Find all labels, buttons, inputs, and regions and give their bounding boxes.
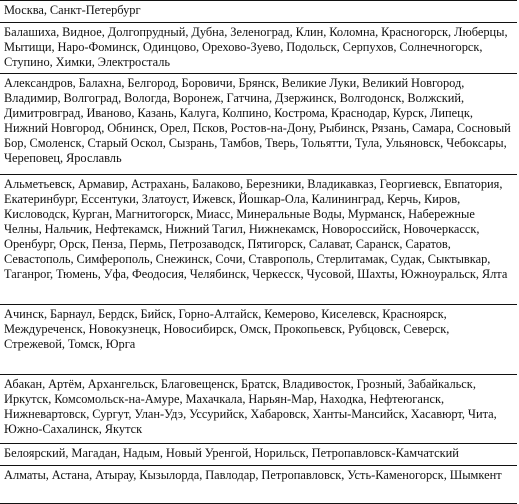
table-row	[0, 443, 517, 465]
row-cities-text: Александров, Балахна, Белгород, Боровичи, Брянск, Великие Луки, Великий Новгород, Владимир, Волгоград, Вологда, Воронеж, Гатчина, Дзержинск, Волгодонск, Волжский, Димитровград, Иваново, Казань, Калуга, Колпино, Кострома, Краснодар, Курск, Липецк, Нижний Новгород, Обнинск, Орел, Псков, Ростов-на-Дону, Рыбинск, Рязань, Самара, Сосновый Бор, Смоленск, Старый Оскол, Сызрань, Тамбов, Тверь, Тольятти, Тула, Ульяновск, Чебоксары, Череповец, Ярославль	[4, 76, 511, 165]
row-cities-text: Алматы, Астана, Атырау, Кызылорда, Павлодар, Петропавловск, Усть-Каменогорск, Шымкент	[4, 468, 502, 482]
table-row	[0, 304, 517, 374]
table-row	[0, 465, 517, 503]
table-row	[0, 22, 517, 73]
row-cities-text: Ачинск, Барнаул, Бердск, Бийск, Горно-Алтайск, Кемерово, Киселевск, Красноярск, Междуреченск, Новокузнецк, Новосибирск, Омск, Прокопьевск, Рубцовск, Северск, Стрежевой, Томск, Юрга	[4, 307, 450, 351]
table-row	[0, 374, 517, 443]
table-row	[0, 174, 517, 304]
table-row	[0, 73, 517, 174]
row-cities-text: Альметьевск, Армавир, Астрахань, Балаково, Березники, Владикавказ, Георгиевск, Евпатория, Екатеринбург, Ессентуки, Златоуст, Ижевск, Йошкар-Ола, Калининград, Керчь, Киров, Кисловодск, Курган, Магнитогорск, Миасс, Минеральные Воды, Мурманск, Набережные Челны, Нальчик, Нефтекамск, Нижний Тагил, Нижнекамск, Новороссийск, Новочеркасск, Оренбург, Орск, Пенза, Пермь, Петрозаводск, Пятигорск, Салават, Саранск, Саратов, Севастополь, Симферополь, Снежинск, Сочи, Ставрополь, Стерлитамак, Судак, Сыктывкар, Таганрог, Тюмень, Уфа, Феодосия, Челябинск, Черкесск, Чусовой, Шахты, Южноуральск, Ялта	[4, 177, 508, 281]
row-cities-text: Москва, Санкт-Петербург	[4, 3, 141, 17]
table-row	[0, 1, 517, 22]
row-cities-text: Абакан, Артём, Архангельск, Благовещенск, Братск, Владивосток, Грозный, Забайкальск, Иркутск, Комсомольск-на-Амуре, Махачкала, Нарьян-Мар, Находка, Нефтеюганск, Нижневартовск, Сургут, Улан-Удэ, Уссурийск, Хабаровск, Ханты-Мансийск, Хасавюрт, Чита, Южно-Сахалинск, Якутск	[4, 377, 497, 436]
row-cities-text: Белоярский, Магадан, Надым, Новый Уренгой, Норильск, Петропавловск-Камчатский	[4, 446, 459, 460]
row-cities-text: Балашиха, Видное, Долгопрудный, Дубна, Зеленоград, Клин, Коломна, Красногорск, Люберцы, Мытищи, Наро-Фоминск, Одинцово, Орехово-Зуево, Подольск, Серпухов, Солнечногорск, Ступино, Химки, Электросталь	[4, 25, 508, 69]
